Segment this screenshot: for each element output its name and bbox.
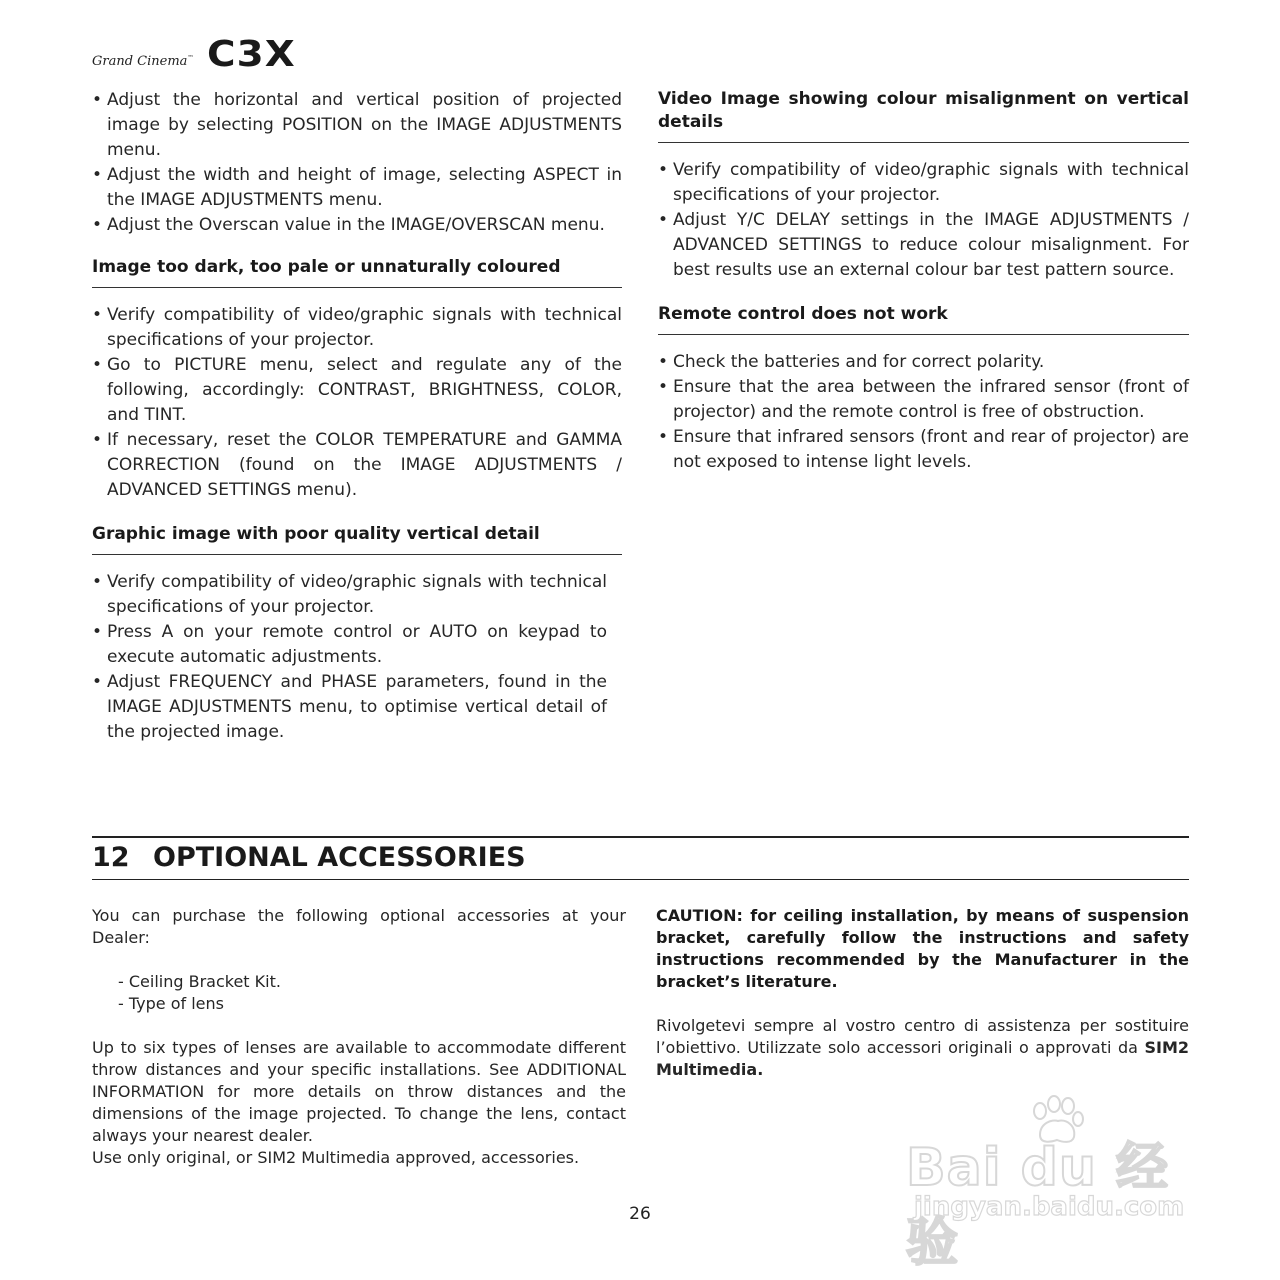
bullet-item: • Check the batteries and for correct polarity.: [658, 350, 1189, 375]
page-number: 26: [629, 1204, 651, 1224]
bullet-list: [658, 158, 1189, 283]
section-title: Image too dark, too pale or unnaturally coloured: [92, 256, 622, 288]
accessory-item: - Ceiling Bracket Kit.: [118, 972, 281, 991]
bullet-item: • Adjust the width and height of image, selecting ASPECT in the IMAGE ADJUSTMENTS menu.: [92, 163, 622, 213]
chapter-bottom-rule: [92, 879, 1189, 880]
bullet-list: [92, 303, 622, 503]
bullet-item: • Adjust the Overscan value in the IMAGE/OVERSCAN menu.: [92, 213, 622, 238]
bullet-item: • If necessary, reset the COLOR TEMPERATURE and GAMMA CORRECTION (found on the IMAGE ADJUSTMENTS / ADVANCED SETTINGS menu).: [92, 428, 622, 503]
trademark-symbol: ™: [187, 54, 194, 62]
chapter-top-rule: [92, 836, 1189, 838]
troubleshoot-section-vertical-detail: [92, 523, 622, 745]
bullet-list: [92, 570, 607, 745]
accessories-left-column: [92, 905, 626, 1169]
bullet-item: • Adjust Y/C DELAY settings in the IMAGE ADJUSTMENTS / ADVANCED SETTINGS to reduce colour misalignment. For best results use an external colour bar test pattern source.: [658, 208, 1189, 283]
accessories-intro: You can purchase the following optional accessories at your Dealer:: [92, 906, 626, 947]
bullet-item: • Adjust the horizontal and vertical position of projected image by selecting POSITION on the IMAGE ADJUSTMENTS menu.: [92, 88, 622, 163]
accessory-item: - Type of lens: [118, 994, 224, 1013]
brand-mark-logo: C3X: [207, 34, 296, 75]
chapter-heading: [92, 840, 526, 876]
accessories-right-column: [656, 905, 1189, 1081]
bullet-item: • Verify compatibility of video/graphic signals with technical specifications of your projector.: [658, 158, 1189, 208]
bullet-item: • Ensure that infrared sensors (front and rear of projector) are not exposed to intense light levels.: [658, 425, 1189, 475]
intro-bullet-list: [92, 88, 622, 238]
approved-accessories-note: Use only original, or SIM2 Multimedia approved, accessories.: [92, 1148, 580, 1167]
baidu-url-text: jingyan.baidu.com: [914, 1192, 1185, 1222]
troubleshoot-section-colour-misalignment: [658, 88, 1189, 283]
right-column: [658, 88, 1189, 491]
troubleshoot-section-remote-control: [658, 303, 1189, 475]
italian-note-brand: SIM2 Multimedia.: [656, 1038, 1190, 1079]
section-title: Video Image showing colour misalignment on vertical details: [658, 88, 1189, 143]
bullet-item: • Adjust FREQUENCY and PHASE parameters, found in the IMAGE ADJUSTMENTS menu, to optimise vertical detail of the projected image.: [92, 670, 607, 745]
italian-note: [656, 1015, 1189, 1081]
section-title: Graphic image with poor quality vertical detail: [92, 523, 622, 555]
bullet-item: • Verify compatibility of video/graphic signals with technical specifications of your projector.: [92, 303, 622, 353]
section-title: Remote control does not work: [658, 303, 1189, 335]
caution-note: CAUTION: for ceiling installation, by means of suspension bracket, carefully follow the instructions and safety instructions recommended by the Manufacturer in the bracket’s literature.: [656, 906, 1189, 991]
baidu-watermark: [906, 1095, 1196, 1273]
brand-script-logo: [92, 54, 193, 69]
troubleshoot-section-image-colour: [92, 256, 622, 503]
bullet-list: [658, 350, 1189, 475]
bullet-item: • Verify compatibility of video/graphic signals with technical specifications of your projector.: [92, 570, 607, 620]
bullet-item: • Go to PICTURE menu, select and regulate any of the following, accordingly: CONTRAST, BRIGHTNESS, COLOR, and TINT.: [92, 353, 622, 428]
brand-script-text: Grand Cinema: [92, 54, 188, 69]
lenses-paragraph: Up to six types of lenses are available to accommodate different throw distances and your specific installations. See ADDITIONAL INFORMATION for more details on throw distances and the dimensions of the image projected. To change the lens, contact always your nearest dealer.: [92, 1038, 626, 1145]
bullet-item: • Press A on your remote control or AUTO on keypad to execute automatic adjustments.: [92, 620, 607, 670]
baidu-logo-text: Bai du 经验: [906, 1138, 1169, 1273]
bullet-item: • Ensure that the area between the infrared sensor (front of projector) and the remote control is free of obstruction.: [658, 375, 1189, 425]
chapter-title: OPTIONAL ACCESSORIES: [153, 842, 526, 873]
intro-section: [92, 88, 622, 238]
left-column: [92, 88, 622, 761]
chapter-number: 12: [92, 842, 130, 873]
italian-note-text: Rivolgetevi sempre al vostro centro di assistenza per sostituire l’obiettivo. Utilizzate solo accessori originali o approvati da: [656, 1016, 1189, 1057]
